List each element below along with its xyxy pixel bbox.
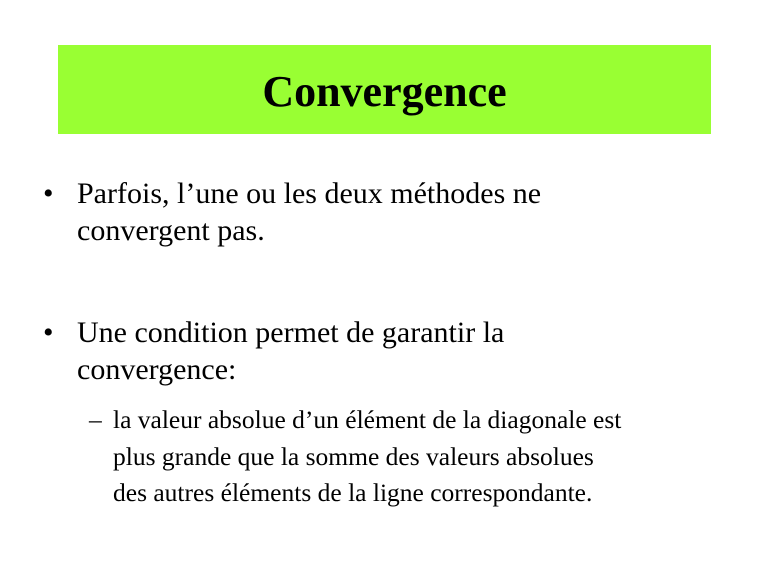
bullet-marker: • — [43, 177, 54, 210]
slide-title: Convergence — [262, 66, 507, 116]
bullet-text — [77, 175, 541, 249]
bullet-text-line: convergent pas. — [77, 214, 265, 247]
bullet-text-line: Parfois, l’une ou les deux méthodes ne — [77, 177, 542, 210]
sub-bullet-item — [89, 402, 729, 512]
sub-bullet-text-line: plus grande que la somme des valeurs absolues — [113, 441, 594, 471]
sub-bullet-text-line: la valeur absolue d’un élément de la diagonale est — [113, 405, 622, 434]
bullet-item — [43, 314, 663, 394]
sub-bullet-text-line: des autres éléments de la ligne correspondante. — [113, 478, 593, 507]
sub-bullet-marker: – — [89, 405, 102, 434]
bullet-text-line: convergence: — [77, 353, 237, 386]
bullet-marker: • — [43, 316, 54, 349]
bullet-text — [77, 314, 504, 388]
sub-bullet-text — [113, 402, 621, 512]
slide-title-banner — [58, 45, 711, 134]
bullet-text-line: Une condition permet de garantir la — [77, 316, 505, 349]
bullet-item — [43, 175, 663, 255]
